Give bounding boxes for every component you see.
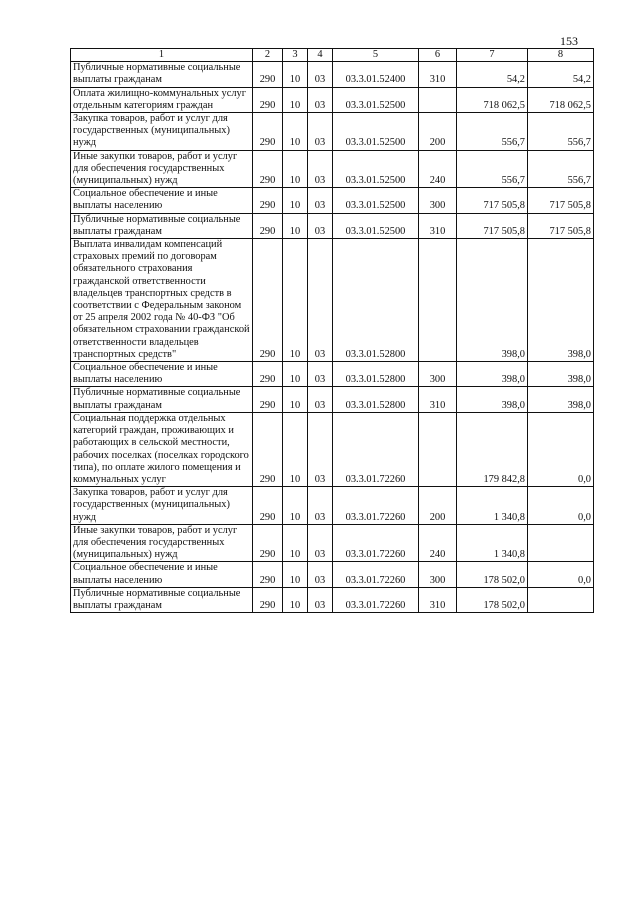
expense-type-cell: 310 (419, 387, 457, 412)
table-row (71, 239, 594, 362)
row-name-cell: Социальное обеспечение и иные выплаты населению (71, 562, 253, 587)
row-name-cell: Выплата инвалидам компенсаций страховых премий по договорам обязательного страхования гражданской ответственности владельцев транспортных средств в соответствии с Федеральным законом от 25 апреля 2002 года № 40-ФЗ "Об обязательном страховании гражданской ответственности владельцев транспортных средств" (71, 239, 253, 362)
header-cell: 6 (419, 49, 457, 62)
amount-cell: 0,0 (528, 487, 594, 525)
table-row (71, 87, 594, 112)
row-name-cell: Социальная поддержка отдельных категорий граждан, проживающих и работающих в сельской местности, рабочих поселках (поселках городского типа), по оплате жилого помещения и коммунальных услуг (71, 412, 253, 486)
expense-type-cell: 300 (419, 188, 457, 213)
expense-type-cell: 240 (419, 150, 457, 188)
amount-cell: 178 502,0 (457, 562, 528, 587)
target-article-cell: 03.3.01.52500 (333, 188, 419, 213)
admin-code-cell: 290 (253, 562, 283, 587)
amount-cell: 398,0 (457, 362, 528, 387)
amount-cell: 0,0 (528, 412, 594, 486)
header-cell: 3 (283, 49, 308, 62)
expense-type-cell (419, 87, 457, 112)
admin-code-cell: 290 (253, 188, 283, 213)
section-cell: 10 (283, 362, 308, 387)
admin-code-cell: 290 (253, 524, 283, 562)
table-row (71, 188, 594, 213)
table-row (71, 587, 594, 612)
row-name-cell: Публичные нормативные социальные выплаты гражданам (71, 62, 253, 87)
amount-cell (528, 524, 594, 562)
table-row (71, 387, 594, 412)
amount-cell: 717 505,8 (457, 213, 528, 238)
section-cell: 10 (283, 188, 308, 213)
target-article-cell: 03.3.01.52500 (333, 213, 419, 238)
amount-cell: 556,7 (528, 113, 594, 151)
section-cell: 10 (283, 487, 308, 525)
admin-code-cell: 290 (253, 362, 283, 387)
expense-type-cell: 300 (419, 562, 457, 587)
row-name-cell: Закупка товаров, работ и услуг для государственных (муниципальных) нужд (71, 487, 253, 525)
target-article-cell: 03.3.01.52500 (333, 150, 419, 188)
amount-cell: 179 842,8 (457, 412, 528, 486)
table-row (71, 362, 594, 387)
target-article-cell: 03.3.01.52400 (333, 62, 419, 87)
target-article-cell: 03.3.01.52800 (333, 387, 419, 412)
section-cell: 10 (283, 239, 308, 362)
amount-cell: 717 505,8 (457, 188, 528, 213)
amount-cell: 717 505,8 (528, 188, 594, 213)
table-row (71, 412, 594, 486)
expense-type-cell: 200 (419, 487, 457, 525)
amount-cell (528, 587, 594, 612)
row-name-cell: Иные закупки товаров, работ и услуг для обеспечения государственных (муниципальных) нужд (71, 150, 253, 188)
table-row (71, 524, 594, 562)
subsection-cell: 03 (308, 188, 333, 213)
header-cell: 2 (253, 49, 283, 62)
expense-type-cell: 310 (419, 213, 457, 238)
header-cell: 1 (71, 49, 253, 62)
subsection-cell: 03 (308, 362, 333, 387)
subsection-cell: 03 (308, 587, 333, 612)
admin-code-cell: 290 (253, 87, 283, 112)
expense-type-cell: 310 (419, 587, 457, 612)
subsection-cell: 03 (308, 62, 333, 87)
target-article-cell: 03.3.01.52800 (333, 239, 419, 362)
budget-table (70, 48, 594, 613)
subsection-cell: 03 (308, 87, 333, 112)
subsection-cell: 03 (308, 387, 333, 412)
subsection-cell: 03 (308, 150, 333, 188)
table-row (71, 150, 594, 188)
section-cell: 10 (283, 387, 308, 412)
row-name-cell: Социальное обеспечение и иные выплаты населению (71, 362, 253, 387)
header-cell: 7 (457, 49, 528, 62)
row-name-cell: Публичные нормативные социальные выплаты гражданам (71, 387, 253, 412)
admin-code-cell: 290 (253, 387, 283, 412)
header-row (71, 49, 594, 62)
row-name-cell: Закупка товаров, работ и услуг для государственных (муниципальных) нужд (71, 113, 253, 151)
table-row (71, 113, 594, 151)
section-cell: 10 (283, 412, 308, 486)
target-article-cell: 03.3.01.72260 (333, 524, 419, 562)
amount-cell: 398,0 (457, 239, 528, 362)
amount-cell: 398,0 (528, 239, 594, 362)
target-article-cell: 03.3.01.52500 (333, 87, 419, 112)
amount-cell: 556,7 (528, 150, 594, 188)
admin-code-cell: 290 (253, 412, 283, 486)
section-cell: 10 (283, 562, 308, 587)
subsection-cell: 03 (308, 113, 333, 151)
admin-code-cell: 290 (253, 239, 283, 362)
header-cell: 4 (308, 49, 333, 62)
amount-cell: 718 062,5 (457, 87, 528, 112)
expense-type-cell: 310 (419, 62, 457, 87)
table-body (71, 62, 594, 613)
subsection-cell: 03 (308, 487, 333, 525)
subsection-cell: 03 (308, 213, 333, 238)
target-article-cell: 03.3.01.72260 (333, 587, 419, 612)
subsection-cell: 03 (308, 239, 333, 362)
amount-cell: 398,0 (528, 362, 594, 387)
target-article-cell: 03.3.01.52800 (333, 362, 419, 387)
amount-cell: 718 062,5 (528, 87, 594, 112)
amount-cell: 398,0 (528, 387, 594, 412)
amount-cell: 398,0 (457, 387, 528, 412)
admin-code-cell: 290 (253, 587, 283, 612)
section-cell: 10 (283, 62, 308, 87)
table-row (71, 562, 594, 587)
row-name-cell: Публичные нормативные социальные выплаты гражданам (71, 587, 253, 612)
amount-cell: 54,2 (457, 62, 528, 87)
expense-type-cell: 200 (419, 113, 457, 151)
row-name-cell: Социальное обеспечение и иные выплаты населению (71, 188, 253, 213)
row-name-cell: Оплата жилищно-коммунальных услуг отдельным категориям граждан (71, 87, 253, 112)
amount-cell: 54,2 (528, 62, 594, 87)
header-cell: 5 (333, 49, 419, 62)
table-row (71, 487, 594, 525)
target-article-cell: 03.3.01.72260 (333, 487, 419, 525)
expense-type-cell (419, 412, 457, 486)
section-cell: 10 (283, 213, 308, 238)
amount-cell: 556,7 (457, 113, 528, 151)
section-cell: 10 (283, 524, 308, 562)
admin-code-cell: 290 (253, 62, 283, 87)
table-row (71, 62, 594, 87)
target-article-cell: 03.3.01.52500 (333, 113, 419, 151)
expense-type-cell (419, 239, 457, 362)
expense-type-cell: 300 (419, 362, 457, 387)
section-cell: 10 (283, 587, 308, 612)
subsection-cell: 03 (308, 524, 333, 562)
header-cell: 8 (528, 49, 594, 62)
row-name-cell: Публичные нормативные социальные выплаты гражданам (71, 213, 253, 238)
target-article-cell: 03.3.01.72260 (333, 412, 419, 486)
subsection-cell: 03 (308, 412, 333, 486)
target-article-cell: 03.3.01.72260 (333, 562, 419, 587)
amount-cell: 717 505,8 (528, 213, 594, 238)
amount-cell: 0,0 (528, 562, 594, 587)
admin-code-cell: 290 (253, 213, 283, 238)
section-cell: 10 (283, 150, 308, 188)
amount-cell: 1 340,8 (457, 487, 528, 525)
row-name-cell: Иные закупки товаров, работ и услуг для обеспечения государственных (муниципальных) нужд (71, 524, 253, 562)
expense-type-cell: 240 (419, 524, 457, 562)
admin-code-cell: 290 (253, 113, 283, 151)
admin-code-cell: 290 (253, 487, 283, 525)
page-number: 153 (560, 34, 578, 48)
amount-cell: 178 502,0 (457, 587, 528, 612)
table-row (71, 213, 594, 238)
amount-cell: 1 340,8 (457, 524, 528, 562)
section-cell: 10 (283, 113, 308, 151)
subsection-cell: 03 (308, 562, 333, 587)
section-cell: 10 (283, 87, 308, 112)
amount-cell: 556,7 (457, 150, 528, 188)
admin-code-cell: 290 (253, 150, 283, 188)
